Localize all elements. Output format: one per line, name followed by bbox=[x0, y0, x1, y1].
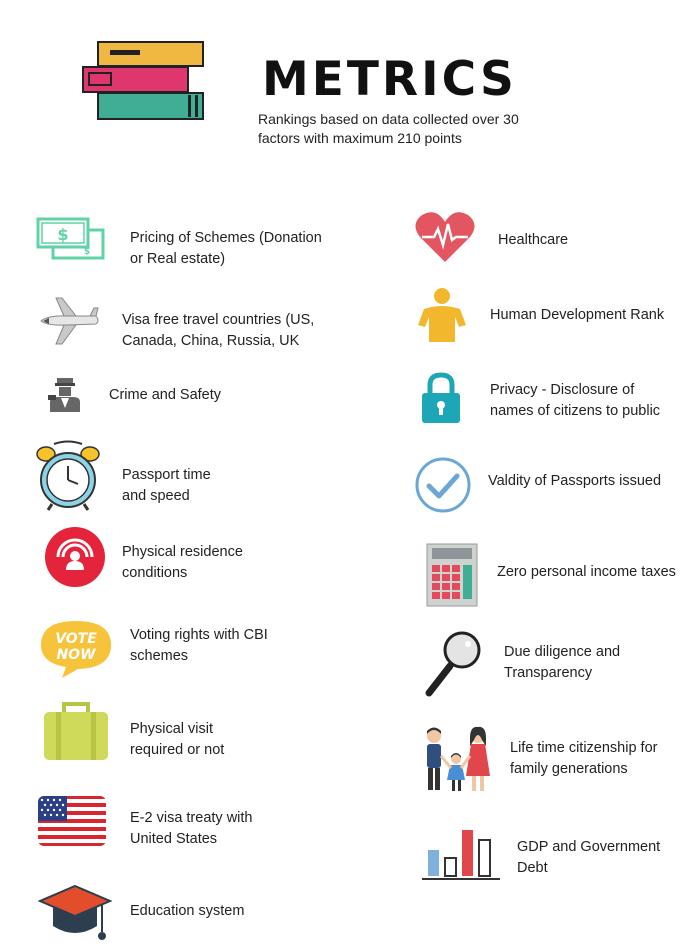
metric-label-human-development: Human Development Rank bbox=[490, 307, 665, 323]
padlock-icon bbox=[420, 372, 462, 424]
svg-text:NOW: NOW bbox=[56, 647, 96, 663]
page-title: METRICS bbox=[262, 52, 517, 107]
metric-label-lifetime-citizenship: Life time citizenship for family generations bbox=[510, 740, 658, 777]
police-officer-icon bbox=[48, 376, 82, 414]
checkmark-circle-icon bbox=[414, 456, 472, 514]
svg-text:$: $ bbox=[57, 225, 69, 244]
metric-label-gdp-debt: GDP and Government Debt bbox=[517, 839, 661, 876]
bar-chart-icon bbox=[420, 826, 502, 884]
metric-label-visa-free: Visa free travel countries (US, Canada, China, Russia, UK bbox=[122, 312, 315, 349]
metric-label-residence: Physical residence conditions bbox=[122, 544, 243, 581]
svg-text:$: $ bbox=[83, 247, 91, 257]
metric-label-healthcare: Healthcare bbox=[498, 232, 569, 248]
metric-label-passport-time: Passport time and speed bbox=[122, 467, 211, 504]
money-icon bbox=[35, 216, 107, 262]
us-flag-icon bbox=[37, 795, 107, 847]
heart-pulse-icon bbox=[414, 210, 476, 264]
metric-label-e2-visa: E-2 visa treaty with United States bbox=[130, 810, 253, 847]
graduation-cap-icon bbox=[38, 884, 112, 947]
metric-label-pricing: Pricing of Schemes (Donation or Real estate) bbox=[130, 230, 322, 267]
metric-label-voting: Voting rights with CBI schemes bbox=[130, 627, 268, 664]
person-icon bbox=[416, 287, 468, 343]
residence-icon bbox=[44, 526, 106, 588]
calculator-icon bbox=[426, 543, 478, 607]
metric-label-physical-visit: Physical visit required or not bbox=[130, 721, 225, 758]
alarm-clock-icon bbox=[36, 440, 100, 512]
metric-label-passport-validity: Valdity of Passports issued bbox=[488, 473, 662, 489]
metric-label-privacy: Privacy - Disclosure of names of citizens to public bbox=[490, 382, 661, 419]
magnifier-icon bbox=[424, 630, 482, 698]
metric-label-income-taxes: Zero personal income taxes bbox=[497, 564, 676, 580]
books-icon bbox=[80, 40, 210, 122]
metric-label-education: Education system bbox=[130, 903, 245, 919]
svg-text:VOTE: VOTE bbox=[55, 631, 97, 647]
vote-bubble-icon bbox=[38, 618, 114, 680]
airplane-icon bbox=[38, 296, 100, 346]
metric-label-due-diligence: Due diligence and Transparency bbox=[504, 644, 621, 681]
metric-label-crime: Crime and Safety bbox=[109, 387, 222, 403]
suitcase-icon bbox=[42, 700, 110, 762]
page-subtitle: Rankings based on data collected over 30 factors with maximum 210 points bbox=[258, 111, 519, 146]
family-icon bbox=[420, 726, 492, 794]
